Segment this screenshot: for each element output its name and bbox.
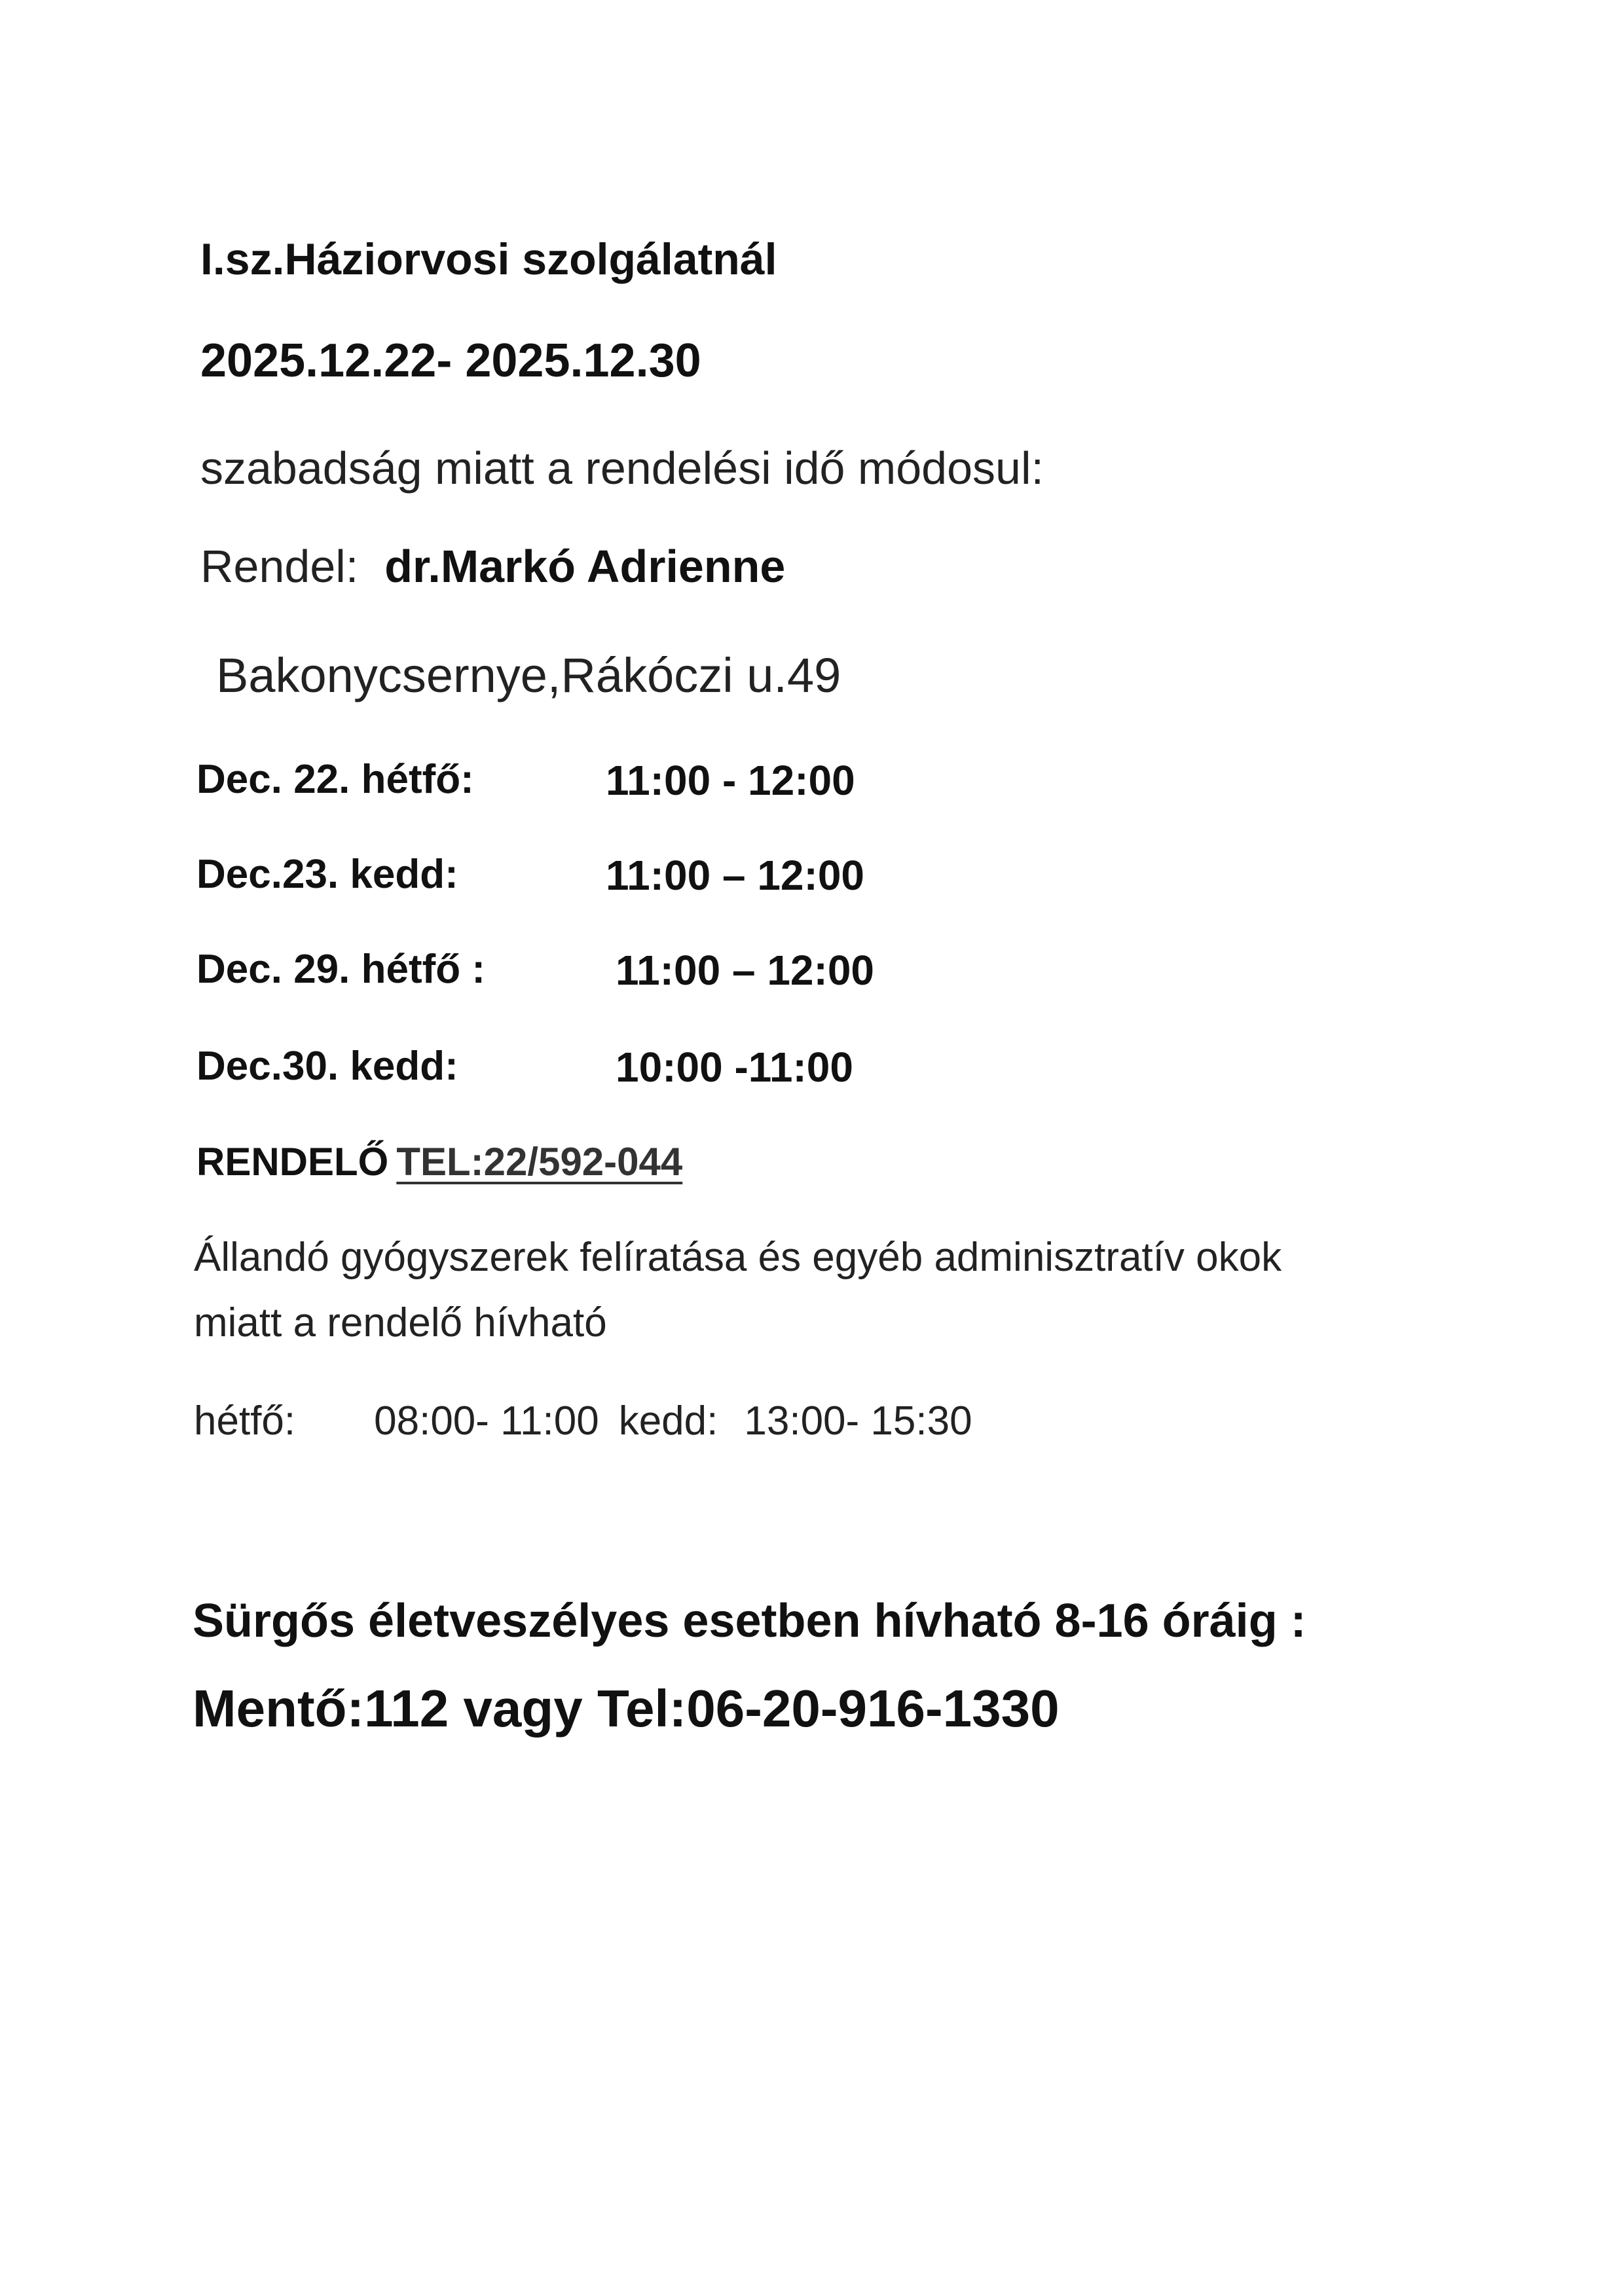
urgent-notice: Sürgős életveszélyes esetben hívható 8-16 óráig : — [193, 1595, 1306, 1647]
doctor-label: Rendel: — [200, 541, 359, 592]
schedule-time: 11:00 – 12:00 — [616, 947, 874, 994]
schedule-day: Dec. 29. hétfő : — [196, 947, 485, 992]
monday-label: hétfő: — [194, 1398, 296, 1444]
schedule-time: 11:00 – 12:00 — [606, 852, 864, 899]
phone-hours — [194, 1398, 972, 1444]
office-phone-line — [196, 1142, 682, 1182]
doctor-name: dr.Markó Adrienne — [384, 541, 786, 592]
monday-time: 08:00- 11:00 — [374, 1398, 599, 1444]
date-range: 2025.12.22- 2025.12.30 — [200, 335, 701, 387]
address: Bakonycsernye,Rákóczi u.49 — [216, 648, 841, 702]
schedule-day: Dec.30. kedd: — [196, 1044, 458, 1089]
change-reason: szabadság miatt a rendelési idő módosul: — [200, 443, 1044, 494]
tuesday-label: kedd: — [618, 1398, 718, 1444]
emergency-numbers: Mentő:112 vagy Tel:06-20-916-1330 — [193, 1679, 1060, 1738]
doctor-line — [200, 541, 786, 592]
schedule-time: 11:00 - 12:00 — [606, 757, 855, 804]
office-phone-number: TEL:22/592-044 — [396, 1140, 683, 1184]
office-phone-label: RENDELŐ — [196, 1140, 389, 1184]
schedule-day: Dec.23. kedd: — [196, 852, 458, 897]
notice-title: I.sz.Háziorvosi szolgálatnál — [200, 234, 777, 284]
schedule-time: 10:00 -11:00 — [616, 1044, 853, 1091]
info-text-line-2: miatt a rendelő hívható — [194, 1300, 607, 1345]
tuesday-time: 13:00- 15:30 — [744, 1398, 972, 1444]
info-text-line-1: Állandó gyógyszerek felíratása és egyéb adminisztratív okok — [194, 1235, 1282, 1280]
schedule-day: Dec. 22. hétfő: — [196, 757, 474, 802]
